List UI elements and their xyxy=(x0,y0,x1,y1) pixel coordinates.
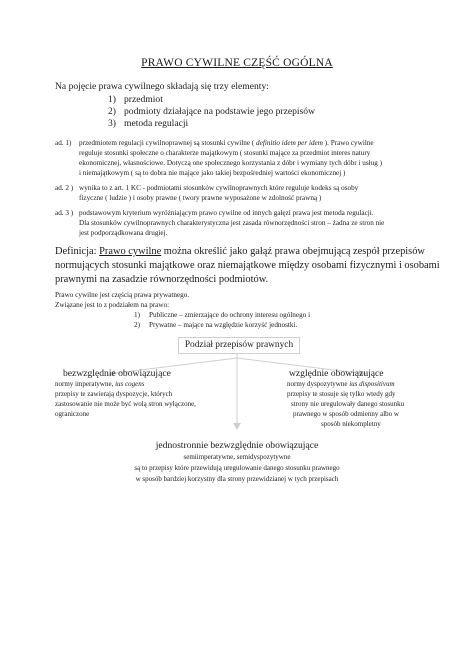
ad1-prefix: ad. 1) xyxy=(55,139,72,147)
ad3-prefix: ad. 3 ) xyxy=(55,209,74,217)
right-branch-norms: normy dyspozytywne xyxy=(287,380,350,388)
ad1-line1-end: ). Prawo cywilne xyxy=(324,139,374,147)
definition-label: Definicja: xyxy=(55,246,97,257)
ad3-line: podstawowym kryterium wyróżniającym prawo cywilne od innych gałęzi prawa jest metoda regulacji. xyxy=(79,209,374,217)
right-branch-line: prawnego w sposób odmienny albo w xyxy=(293,410,399,418)
private-law-line: Związane jest to z podziałem na prawo: xyxy=(55,301,170,309)
private-law-item: Publiczne – zmierzające do ochrony interesu ogólnego i xyxy=(149,311,311,319)
ad1-line1-text: przedmiotem regulacji cywilnoprawnej są stosunki cywilne ( xyxy=(79,139,255,147)
intro-item-num: 3) xyxy=(108,118,116,129)
intro-item-num: 2) xyxy=(108,106,116,117)
ad3-line: jest podporządkowana drugiej. xyxy=(79,229,168,237)
ad2-prefix: ad. 2 ) xyxy=(55,184,74,192)
right-branch-line: sposób niekompletny xyxy=(321,420,381,428)
division-box xyxy=(178,337,300,354)
definition-text: można określić jako gałąź prawa obejmującą zespół przepisów xyxy=(161,246,425,257)
ad3-line: Dla stosunków cywilnoprawnych charakterystyczna jest zasada równorzędności stron – żadna ze stron nie xyxy=(79,219,385,227)
private-law-item: Prywatne – mające na względzie korzyść jednostki. xyxy=(149,321,298,329)
left-branch-latin: ius cogens xyxy=(115,380,145,388)
intro-item: podmioty działające na podstawie jego przepisów xyxy=(124,106,316,117)
bottom-branch-line: są to przepisy które przewidują uregulowanie danego stosunku prawnego xyxy=(134,464,340,472)
bottom-branch-line: semiimperatywne, semidyspozytywne xyxy=(183,453,291,461)
intro-lead: Na pojęcie prawa cywilnego składają się trzy elementy: xyxy=(55,81,269,92)
right-branch-latin: ius dispositivum xyxy=(349,380,395,388)
left-branch-line xyxy=(55,380,144,389)
ad1-latin-phrase: definitio idem per idem xyxy=(254,139,325,147)
ad1-line: reguluje stosunki społeczne o charakterze majątkowym ( stosunki mające za przedmiot interes natury xyxy=(79,149,371,157)
intro-item: przedmiot xyxy=(124,94,163,105)
right-branch-line xyxy=(287,380,395,389)
left-branch-line: zastosowanie nie może być wolą stron wyłączone, xyxy=(55,400,196,408)
intro-item: metoda regulacji xyxy=(124,118,189,129)
ad1-line: i niemajątkowym ( są to dobra nie mające jako takiej bezpośredniej wartości ekonomicznej ) xyxy=(79,169,346,177)
private-law-item-num: 2) xyxy=(134,321,140,329)
right-branch-line: przepisy te stosuje się tylko wtedy gdy xyxy=(287,390,396,398)
private-law-item-num: 1) xyxy=(134,311,140,319)
left-branch-heading: bezwzględnie obowiązujące xyxy=(63,368,171,379)
left-branch-line: przepisy te zawierają dyspozycje, których xyxy=(55,390,173,398)
page-title: PRAWO CYWILNE CZĘŚĆ OGÓLNA xyxy=(141,57,333,69)
bottom-branch-heading: jednostronnie bezwzględnie obowiązujące xyxy=(155,440,319,451)
definition-term: Prawo cywilne xyxy=(99,246,162,257)
right-branch-line: strony nie uregulowały danego stosunku xyxy=(291,400,405,408)
division-box-label: Podział przepisów prawnych xyxy=(184,340,294,350)
intro-item-num: 1) xyxy=(108,94,116,105)
ad1-line: ekonomicznej, własnościowe. Dotyczą one społecznego korzystania z dóbr i wymiany tych dóbr i usług ) xyxy=(79,159,382,167)
left-branch-norms: normy imperatywne, xyxy=(55,380,116,388)
definition-line: normujących stosunki majątkowe oraz niemajątkowe między osobami fizycznymi i osobami xyxy=(55,260,440,271)
left-branch-line: ograniczone xyxy=(55,410,90,418)
right-branch-heading: względnie obowiązujące xyxy=(289,368,384,379)
definition-line: prawnymi na zasadzie równorzędności podmiotów. xyxy=(55,274,269,285)
ad2-line: fizyczne ( ludzie ) i osoby prawne ( twory prawne wyposażone w zdolność prawną ) xyxy=(79,194,322,202)
bottom-branch-line: w sposób bardziej korzystny dla strony przewidzianej w tych przepisach xyxy=(135,475,339,483)
private-law-line: Prawo cywilne jest częścią prawa prywatnego. xyxy=(55,291,190,299)
ad2-line: wynika to z art. 1 KC - podmiotami stosunków cywilnoprawnych które reguluje kodeks są osoby xyxy=(79,184,359,192)
